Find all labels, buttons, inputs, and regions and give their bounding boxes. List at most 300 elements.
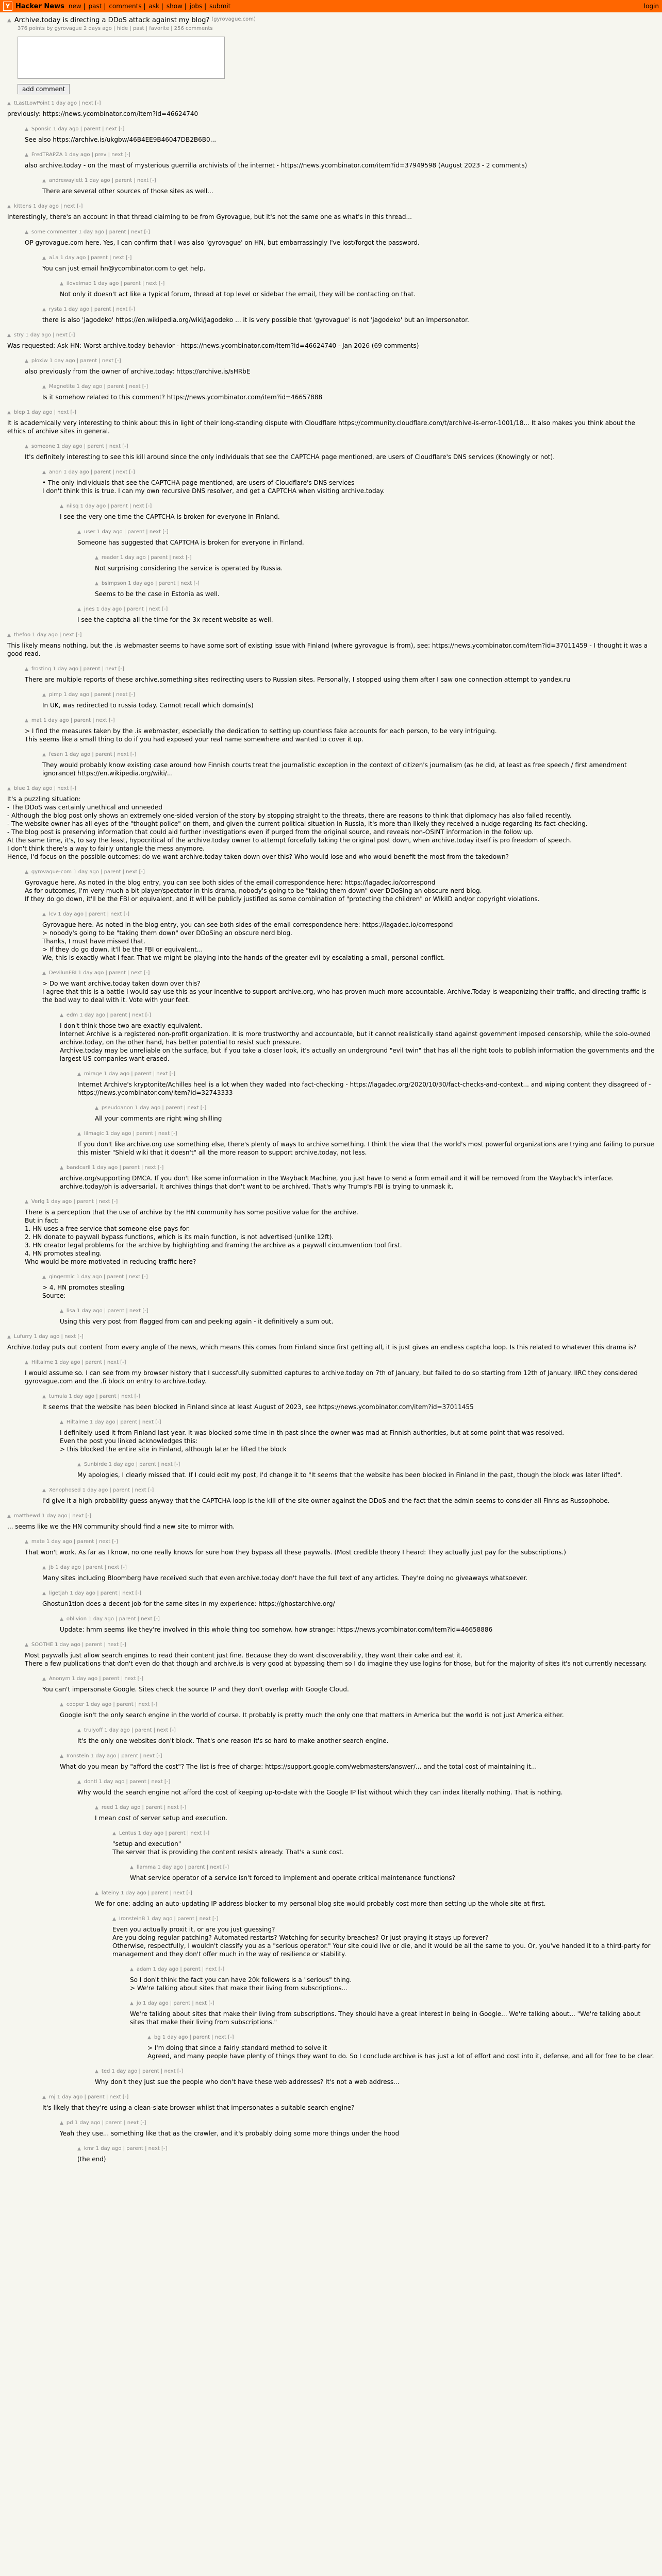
- comment-meta-text[interactable]: fesan 1 day ago | parent | next [-]: [48, 752, 137, 757]
- add-comment-button[interactable]: add comment: [18, 84, 70, 94]
- comment: [147, 2033, 655, 2060]
- comment-meta: [42, 691, 655, 699]
- upvote-arrow-icon[interactable]: ▲: [95, 1805, 98, 1810]
- comment-meta-text[interactable]: thefoo 1 day ago | next [-]: [13, 632, 82, 638]
- comment-body: Interestingly, there's an account in that thread claiming to be from Gyrovague, but it's not the same one as what's in this thread...: [7, 213, 412, 221]
- comment-meta-text[interactable]: lilmagic 1 day ago | parent | next [-]: [84, 1131, 177, 1137]
- comment: [60, 280, 655, 298]
- upvote-arrow-icon[interactable]: ▲: [130, 1865, 134, 1870]
- upvote-arrow-icon[interactable]: ▲: [60, 1309, 63, 1314]
- comment-body: This likely means nothing, but the .is webmaster seems to have some sort of existing issue with Finland (where gyrovague is from), see: https://news.ycombinator.com/item?id=37011459 - I thought it was a good read.: [7, 642, 650, 657]
- comment-body: Google isn't the only search engine in the world of course. It probably is pretty much the only one that matters in America but the world is not just America either.: [60, 1711, 564, 1719]
- comment-body: It is academically very interesting to think about this in light of their long-standing dispute with Cloudflare https://community.cloudflare.com/t/archive-is-error-1001/18... It also makes you think about the ethics of archive sites in general.: [7, 419, 637, 435]
- upvote-arrow-icon[interactable]: ▲: [25, 1539, 28, 1545]
- comment-meta-text[interactable]: dontl 1 day ago | parent | next [-]: [84, 1779, 171, 1785]
- upvote-arrow-icon[interactable]: ▲: [130, 2001, 134, 2006]
- comment-body: All your comments are right wing shilling: [95, 1115, 222, 1122]
- comment-meta: [7, 1333, 655, 1341]
- comment-meta: [25, 1538, 655, 1546]
- comment-meta-text[interactable]: Lufurry 1 day ago | next [-]: [13, 1334, 84, 1340]
- nav-link[interactable]: show |: [166, 2, 187, 10]
- comment: [42, 751, 655, 777]
- comment-meta: [95, 1104, 655, 1112]
- comment-body: It seems that the website has been blocked in Finland since at least August of 2023, see https://news.ycombinator.com/item?id=37011455: [42, 1403, 474, 1411]
- comment: [42, 1273, 655, 1300]
- comments: [0, 94, 662, 2163]
- upvote-arrow-icon[interactable]: ▲: [60, 1420, 63, 1425]
- comment-meta-text[interactable]: lisa 1 day ago | parent | next [-]: [66, 1308, 148, 1314]
- comment-meta: [25, 868, 655, 876]
- comment-meta-text[interactable]: Hiltalme 1 day ago | parent | next [-]: [31, 1360, 126, 1365]
- comment-meta: [25, 125, 655, 133]
- comment-body: Most paywalls just allow search engines to read their content just fine. Because they do want discoverability, they want their cake and eat it. There a few publications that don't even do that though and archive.is is very good at bypassing them so I do imagine they use logins for those, but for the majority of sites it's not currently necessary.: [25, 1652, 647, 1667]
- comment-meta: [42, 306, 655, 314]
- comment-meta-text[interactable]: ligetjah 1 day ago | parent | next [-]: [48, 1590, 142, 1596]
- story-title[interactable]: Archive.today is directing a DDoS attack against my blog?: [14, 16, 210, 24]
- comment: [42, 910, 655, 962]
- comment: [60, 1418, 655, 1453]
- y-logo-icon[interactable]: Y: [3, 2, 12, 11]
- comment: [95, 580, 655, 598]
- comment-body: Someone has suggested that CAPTCHA is broken for everyone in Finland.: [77, 539, 304, 546]
- comment: [7, 631, 655, 658]
- comment-meta-text[interactable]: tLastLowPoint 1 day ago | next [-]: [13, 100, 101, 106]
- upvote-arrow-icon[interactable]: ▲: [77, 2146, 81, 2151]
- nav-link[interactable]: jobs |: [189, 2, 207, 10]
- comment: [77, 1778, 655, 1797]
- upvote-arrow-icon[interactable]: ▲: [25, 1360, 28, 1365]
- upvote-arrow-icon[interactable]: ▲: [42, 1488, 46, 1493]
- upvote-arrow-icon[interactable]: ▲: [60, 1617, 63, 1622]
- comment-meta-text[interactable]: llamma 1 day ago | parent | next [-]: [136, 1865, 229, 1870]
- comment-body: • The only individuals that see the CAPTCHA page mentioned, are users of Cloudflare's DNS services I don't think this is true. I can my own recursive DNS resolver, and get a CAPTCHA when visiting archive.today.: [42, 479, 385, 495]
- upvote-arrow-icon[interactable]: ▲: [42, 1275, 46, 1280]
- comment-body: We for one: adding an auto-updating IP address blocker to my personal blog site would probably cost more than setting up the whole site at first.: [95, 1900, 546, 1907]
- upvote-arrow-icon[interactable]: ▲: [60, 2121, 63, 2126]
- comment-meta: [42, 1589, 655, 1598]
- comment-meta-text[interactable]: Anonym 1 day ago | parent | next [-]: [48, 1676, 144, 1682]
- comment: [25, 228, 655, 247]
- top-bar: [0, 0, 662, 12]
- upvote-arrow-icon[interactable]: ▲: [95, 555, 98, 561]
- comment: [60, 1307, 655, 1326]
- comment-meta-text[interactable]: ilovelmao 1 day ago | parent | next [-]: [66, 281, 165, 286]
- upvote-arrow-icon[interactable]: ▲: [42, 1394, 46, 1399]
- comment-body: > Do we want archive.today taken down over this? I agree that this is a battle I would say use this as your incentive to support archive.org, who has proven much more accountable. Archive.Today is weaponizing their traffic, and directing traffic is the bad way to deal with it. Vote with your feet.: [42, 980, 647, 1004]
- comment-meta-text[interactable]: reader 1 day ago | parent | next [-]: [101, 555, 192, 561]
- comment-meta: [42, 2093, 655, 2102]
- comment-meta: [60, 280, 655, 288]
- upvote-arrow-icon[interactable]: ▲: [77, 1072, 81, 1077]
- upvote-arrow-icon[interactable]: ▲: [42, 1676, 46, 1682]
- upvote-arrow-icon[interactable]: ▲: [112, 1831, 116, 1836]
- login-link[interactable]: login: [643, 3, 659, 10]
- upvote-arrow-icon[interactable]: ▲: [25, 152, 28, 158]
- comment-body: In UK, was redirected to russia today. Cannot recall which domain(s): [42, 702, 254, 709]
- comment-meta: [60, 1307, 655, 1315]
- comment-body: also archive.today - on the mast of mysterious guerrilla archivists of the internet - https://news.ycombinator.com/item?id=37949598 (August 2023 - 2 comments): [25, 162, 527, 169]
- upvote-arrow-icon[interactable]: ▲: [7, 101, 11, 106]
- comment: [25, 1538, 655, 1556]
- upvote-arrow-icon[interactable]: ▲: [42, 912, 46, 917]
- comment-meta: [42, 254, 655, 262]
- comment: [77, 1461, 655, 1479]
- comment-meta-text[interactable]: mate 1 day ago | parent | next [-]: [31, 1539, 118, 1545]
- comment-meta-text[interactable]: a1a 1 day ago | parent | next [-]: [48, 255, 132, 261]
- story-site[interactable]: (gyrovague.com): [211, 16, 256, 22]
- upvote-arrow-icon[interactable]: ▲: [42, 692, 46, 698]
- upvote-arrow-icon[interactable]: ▲: [25, 718, 28, 723]
- comment-meta: [42, 969, 655, 977]
- comment: [60, 502, 655, 521]
- upvote-arrow-icon[interactable]: ▲: [60, 1702, 63, 1707]
- comment-body: OP gyrovague.com here. Yes, I can confirm that I was also 'gyrovague' on HN, but embarrassingly I've lost/forgot the password.: [25, 239, 420, 246]
- comment-body: > I'm doing that since a fairly standard method to solve it Agreed, and many people have plenty of things they want to do. So I conclude archive is has just a lot of effort and cost into it, defense, and all for free to be clear.: [147, 2044, 654, 2060]
- comment-meta-text[interactable]: Sunbirde 1 day ago | parent | next [-]: [84, 1462, 180, 1467]
- upvote-arrow-icon[interactable]: ▲: [42, 470, 46, 475]
- comment: [42, 1675, 655, 1693]
- comment-meta-text[interactable]: Hiltalme 1 day ago | parent | next [-]: [66, 1419, 161, 1425]
- upvote-arrow-icon[interactable]: ▲: [77, 1728, 81, 1733]
- comment-meta: [112, 1915, 655, 1923]
- comment-body: "setup and execution" The server that is providing the content resists already. That's a sunk cost.: [112, 1840, 344, 1856]
- comment: [42, 1393, 655, 1411]
- comment-body: I'd give it a high-probability guess anyway that the CAPTCHA loop is the kill of the site owner against the DDoS and the fact that the admin seems to consider all Finns as Russophobe.: [42, 1497, 610, 1504]
- upvote-arrow-icon[interactable]: ▲: [60, 504, 63, 509]
- comment-body: Ghostun1tion does a decent job for the same sites in my experience: https://ghostarchive.org/: [42, 1600, 335, 1607]
- comment: [77, 1726, 655, 1745]
- upvote-arrow-icon[interactable]: ▲: [77, 1131, 81, 1137]
- upvote-arrow-icon[interactable]: ▲: [42, 752, 46, 757]
- comment-body: Update: hmm seems like they're involved in this whole thing too somehow. how strange: https://news.ycombinator.com/item?id=46658886: [60, 1626, 493, 1633]
- comment-meta-text[interactable]: frosting 1 day ago | parent | next [-]: [31, 666, 124, 672]
- comment: [130, 1999, 655, 2026]
- comment-body: Even you actually proxit it, or are you just guessing? Are you doing regular patching? Automated restarts? Watching for security breaches? Or just praying it stays up forever? Otherwise, respectfully, I wouldn't classify you as a "serious operator." Your site could live or die, and it would be all the same to you. Or, you've handed it to a third-party for management and they don't offer much in the way of resilience or stability.: [112, 1926, 651, 1958]
- nav: [69, 3, 234, 10]
- comment-meta-text[interactable]: Magnetite 1 day ago | parent | next [-]: [48, 384, 148, 389]
- comment-meta: [77, 1070, 655, 1078]
- comment: [7, 1512, 655, 1531]
- comment-meta-text[interactable]: gingermic 1 day ago | parent | next [-]: [48, 1274, 148, 1280]
- comment: [60, 1164, 655, 1191]
- upvote-arrow-icon[interactable]: ▲: [77, 1462, 81, 1467]
- comment: [7, 202, 655, 221]
- comment-meta-text[interactable]: reed 1 day ago | parent | next [-]: [101, 1805, 187, 1810]
- comment-meta-text[interactable]: Ironstein 1 day ago | parent | next [-]: [66, 1753, 162, 1759]
- comment-meta: [60, 1164, 655, 1172]
- comment-meta-text[interactable]: mj 1 day ago | parent | next [-]: [48, 2094, 129, 2100]
- story: [0, 12, 662, 94]
- upvote-arrow-icon[interactable]: ▲: [42, 1591, 46, 1596]
- comment: [42, 306, 655, 324]
- comment-meta-text[interactable]: trulyoff 1 day ago | parent | next [-]: [84, 1727, 176, 1733]
- upvote-arrow-icon[interactable]: ▲: [95, 1106, 98, 1111]
- comment-body: There are multiple reports of these archive.something sites redirecting users to Russian sites. Personally, I stopped using them after I saw one connection attempt to yandex.ru: [25, 676, 571, 683]
- comment-meta-text[interactable]: user 1 day ago | parent | next [-]: [84, 529, 169, 535]
- upvote-arrow-icon[interactable]: ▲: [147, 2035, 151, 2040]
- comment-meta-text[interactable]: nilsq 1 day ago | parent | next [-]: [66, 503, 152, 509]
- story-subtext: 376 points by gyrovague 2 days ago | hide | past | favorite | 256 comments: [18, 26, 213, 31]
- comment-body: You can't impersonate Google. Sites check the source IP and they don't overlap with Google Cloud.: [42, 1686, 349, 1693]
- comment-meta-text[interactable]: adam 1 day ago | parent | next [-]: [136, 1967, 225, 1972]
- comment-body: there is also 'jagodeko' https://en.wikipedia.org/wiki/Jagodeko ... it is very possible that 'gyrovague' is not 'jagodeko' but an impersonator.: [42, 316, 469, 324]
- comment-meta-text[interactable]: cooper 1 day ago | parent | next [-]: [66, 1702, 158, 1707]
- upvote-arrow-icon[interactable]: ▲: [77, 530, 81, 535]
- upvote-arrow-icon[interactable]: ▲: [25, 359, 28, 364]
- comment: [25, 868, 655, 903]
- nav-link[interactable]: new |: [68, 2, 86, 10]
- comment: [42, 177, 655, 195]
- comment-meta: [25, 1198, 655, 1206]
- upvote-arrow-icon[interactable]: ▲: [25, 1199, 28, 1205]
- comment: [25, 151, 655, 170]
- comment-meta: [95, 2067, 655, 2076]
- comment-meta-text[interactable]: blep 1 day ago | next [-]: [13, 410, 76, 415]
- comment-meta: [42, 751, 655, 759]
- upvote-arrow-icon[interactable]: ▲: [7, 204, 11, 209]
- comment: [77, 605, 655, 624]
- comment: [95, 2067, 655, 2086]
- upvote-arrow-icon[interactable]: ▲: [60, 1013, 63, 1018]
- comment-body: I mean cost of server setup and execution.: [95, 1815, 228, 1822]
- comment-textarea[interactable]: [18, 37, 225, 79]
- comment-body: I see the very one time the CAPTCHA is broken for everyone in Finland.: [60, 513, 280, 520]
- comment-body: I see the captcha all the time for the 3x recent website as well.: [77, 616, 273, 623]
- nav-link[interactable]: submit: [209, 2, 231, 10]
- comment: [60, 1701, 655, 1719]
- upvote-arrow-icon[interactable]: ▲: [42, 256, 46, 261]
- comment-meta: [7, 202, 655, 211]
- comment-body: I would assume so. I can see from my browser history that I successfully submitted captures to archive.today on 7th of January, but failed to do so starting from 12th of January. IIRC they considered gyrovague.com and the .fi block on entry to archive.today.: [25, 1369, 640, 1385]
- comment-meta: [60, 1701, 655, 1709]
- comment: [95, 554, 655, 572]
- comment-meta-text[interactable]: Sponsic 1 day ago | parent | next [-]: [31, 126, 125, 132]
- comment-meta-text[interactable]: Verlg 1 day ago | parent | next [-]: [31, 1199, 118, 1205]
- comment-meta-text[interactable]: kittens 1 day ago | next [-]: [13, 204, 83, 209]
- comment-body: previously: https://news.ycombinator.com/item?id=46624740: [7, 110, 198, 117]
- nav-link[interactable]: ask |: [148, 2, 163, 10]
- comment-meta: [77, 1778, 655, 1786]
- comment-meta-text[interactable]: some commenter 1 day ago | parent | next [-]: [31, 229, 150, 235]
- upvote-arrow-icon[interactable]: ▲: [42, 971, 46, 976]
- comment-meta-text[interactable]: pimp 1 day ago | parent | next [-]: [48, 692, 135, 698]
- comment-meta-text[interactable]: matthewd 1 day ago | next [-]: [13, 1513, 92, 1519]
- comment-body: Not surprising considering the service is operated by Russia.: [95, 565, 283, 572]
- comment: [42, 1564, 655, 1582]
- comment-meta: [77, 1461, 655, 1469]
- comment-body: Archive.today puts out content from every angle of the news, which means this comes from Finland since first getting all, it is just gives an endless captcha loop. Is this related to whatever this drama is?: [7, 1344, 637, 1351]
- upvote-arrow-icon[interactable]: ▲: [77, 1780, 81, 1785]
- comment-body: My apologies, I clearly missed that. If I could edit my post, I'd change it to "It seems that the website has been blocked in Finland in the past, though the block was later lifted".: [77, 1471, 622, 1479]
- upvote-arrow-icon[interactable]: ▲: [42, 1565, 46, 1570]
- comment: [112, 1829, 655, 1856]
- comment: [77, 1130, 655, 1157]
- comment-body: That won't work. As far as I know, no one really knows for sure how they bypass all these paywalls. (Most credible theory I heard: They actually just pay for the subscriptions.): [25, 1549, 566, 1556]
- comment-meta: [25, 665, 655, 673]
- comment-meta: [77, 2145, 655, 2153]
- comment-body: Was requested: Ask HN: Worst archive.today behavior - https://news.ycombinator.com/item?id=46624740 - Jan 2026 (69 comments): [7, 342, 419, 349]
- upvote-arrow-icon[interactable]: ▲: [42, 2095, 46, 2100]
- comment-meta: [95, 554, 655, 562]
- upvote-arrow-icon[interactable]: ▲: [7, 633, 11, 638]
- comment-meta: [130, 1999, 655, 2008]
- comment-meta-text[interactable]: FredTRAPZA 1 day ago | prev | next [-]: [31, 152, 130, 158]
- comment-body: Seems to be the case in Estonia as well.: [95, 590, 220, 598]
- upvote-arrow-icon[interactable]: ▲: [42, 178, 46, 183]
- comment-meta-text[interactable]: jb 1 day ago | parent | next [-]: [48, 1565, 127, 1570]
- comment: [7, 409, 655, 435]
- comment-meta-text[interactable]: pd 1 day ago | parent | next [-]: [66, 2120, 146, 2126]
- comment-meta: [42, 1393, 655, 1401]
- comment-meta-text[interactable]: jnes 1 day ago | parent | next [-]: [84, 606, 168, 612]
- comment-body: Using this very post from flagged from can and peeking again - it definitively a sum out.: [60, 1318, 334, 1325]
- comment-meta-text[interactable]: ploxiw 1 day ago | parent | next [-]: [31, 358, 121, 364]
- comment: [25, 717, 655, 743]
- comment-meta: [42, 1675, 655, 1683]
- comment-meta: [25, 357, 655, 365]
- brand[interactable]: Hacker News: [15, 2, 64, 10]
- comment-meta-text[interactable]: tumula 1 day ago | parent | next [-]: [48, 1394, 141, 1399]
- comment: [42, 254, 655, 273]
- comment: [7, 1333, 655, 1351]
- comment-meta-text[interactable]: stry 1 day ago | next [-]: [13, 332, 75, 338]
- comment-body: It's a puzzling situation: - The DDoS was certainly unethical and unneeded - Although the blog post only shows an extremely one-sided version of the story by stopping straight to the threats, there are reasons to think that diplomacy has also failed recently. - The website owner has all eyes of the "thought police" on them, and given the current political situation in Russia, it's more than likely they received a nudge regarding its fact-checking. - The blog post is preserving information that could aid further investigations even if purged from the original source, and reveals non-OSINT information in the follow up. At the same time, it's, to say the least, hypocritical of the archive.today owner to attempt forcefully taking the original post down, when archive.today itself is pro freedom of speech. I don't think there's a way to fairly untangle the mess anymore. Hence, I'd focus on the possible outcomes: do we want archive.today taken down over this? Who would lose and who would benefit the most from the takedown?: [7, 795, 588, 860]
- comment-body: So I don't think the fact you can have 20k followers is a "serious" thing. > We're talking about sites that make their living from subscriptions...: [130, 1976, 352, 1992]
- comment-meta: [42, 177, 655, 185]
- upvote-arrow-icon[interactable]: ▲: [95, 2069, 98, 2074]
- comment-meta-text[interactable]: DevilunFBI 1 day ago | parent | next [-]: [48, 970, 150, 976]
- comment-meta: [42, 468, 655, 477]
- comment-meta-text[interactable]: mirage 1 day ago | parent | next [-]: [84, 1071, 176, 1077]
- comment: [130, 1863, 655, 1882]
- comment-meta: [77, 528, 655, 536]
- comment: [25, 443, 655, 461]
- comment-meta-text[interactable]: andrewaylett 1 day ago | parent | next [-]: [48, 178, 156, 183]
- comment: [25, 665, 655, 684]
- comment-meta-text[interactable]: IronsteinB 1 day ago | parent | next [-]: [119, 1916, 219, 1922]
- upvote-arrow-icon[interactable]: ▲: [60, 1754, 63, 1759]
- upvote-arrow-icon[interactable]: ▲: [130, 1967, 134, 1972]
- comment-body: Why don't they just sue the people who don't have these web addresses? It's not a web address...: [95, 2078, 400, 2086]
- comment-meta-text[interactable]: lcv 1 day ago | parent | next [-]: [48, 911, 129, 917]
- comment-meta: [130, 1863, 655, 1872]
- comment: [95, 1104, 655, 1123]
- comment-meta-text[interactable]: bsimpson 1 day ago | parent | next [-]: [101, 581, 200, 586]
- comment: [42, 969, 655, 1004]
- comment-meta: [77, 1130, 655, 1138]
- comment: [60, 1615, 655, 1634]
- upvote-arrow-icon[interactable]: ▲: [7, 18, 11, 23]
- comment-meta-text[interactable]: lateiny 1 day ago | parent | next [-]: [101, 1890, 192, 1896]
- upvote-arrow-icon[interactable]: ▲: [42, 307, 46, 312]
- comment: [95, 1804, 655, 1822]
- upvote-arrow-icon[interactable]: ▲: [7, 333, 11, 338]
- comment-body: See also https://archive.is/ukgbw/46B4EE9B46047DB2B6B0...: [25, 136, 217, 143]
- comment-meta-text[interactable]: pseudoanon 1 day ago | parent | next [-]: [101, 1105, 207, 1111]
- upvote-arrow-icon[interactable]: ▲: [77, 607, 81, 612]
- comment: [77, 2145, 655, 2163]
- comment-meta-text[interactable]: jo 1 day ago | parent | next [-]: [136, 2001, 214, 2006]
- comment-meta: [60, 1615, 655, 1623]
- comment-meta-text[interactable]: bg 1 day ago | parent | next [-]: [154, 2035, 234, 2040]
- upvote-arrow-icon[interactable]: ▲: [25, 870, 28, 875]
- upvote-arrow-icon[interactable]: ▲: [25, 1642, 28, 1648]
- comment-meta-text[interactable]: kmr 1 day ago | parent | next [-]: [84, 2146, 168, 2151]
- upvote-arrow-icon[interactable]: ▲: [25, 444, 28, 449]
- comment-meta-text[interactable]: ted 1 day ago | parent | next [-]: [101, 2069, 184, 2074]
- comment-meta-text[interactable]: blue 1 day ago | next [-]: [13, 786, 76, 791]
- nav-link[interactable]: past |: [88, 2, 106, 10]
- comment-body: Gyrovague here. As noted in the blog entry, you can see both sides of the email correspondence here: https://lagadec.io/correspond As for outcomes, I'm very much a bit player/spectator in this drama, nobody's going to be "taking them down" over DDoSing an obscure nerd blog. If they do go down, it'll be the FBI or equivalent, and it will be publicly justified as some combination of "protecting the children" or WikiID and/or copyright violations.: [25, 879, 540, 903]
- comment-meta-text[interactable]: someone 1 day ago | parent | next [-]: [31, 444, 128, 449]
- comment-meta: [95, 580, 655, 588]
- upvote-arrow-icon[interactable]: ▲: [95, 581, 98, 586]
- comment: [130, 1965, 655, 1992]
- comment-body: Many sites including Bloomberg have received such that even archive.today don't have the full text of any articles. They're doing no giveaways whatsoever.: [42, 1574, 528, 1582]
- upvote-arrow-icon[interactable]: ▲: [42, 384, 46, 389]
- comment-meta: [77, 605, 655, 614]
- comment-body: > I find the measures taken by the .is webmaster, especially the dedication to setting up countless fake accounts for each person, to be very intriguing. This seems like a small thing to do if you had exposed your real name somewhere and wanted to cover it up.: [25, 727, 497, 743]
- comment: [25, 1641, 655, 1668]
- comment-meta-text[interactable]: rysta 1 day ago | parent | next [-]: [48, 307, 136, 312]
- upvote-arrow-icon[interactable]: ▲: [60, 281, 63, 286]
- comment-meta-text[interactable]: SOOTHE 1 day ago | parent | next [-]: [31, 1642, 126, 1648]
- comment: [42, 2093, 655, 2112]
- comment: [77, 528, 655, 547]
- comment-meta: [7, 631, 655, 639]
- comment-meta-text[interactable]: Xenophosed 1 day ago | parent | next [-]: [48, 1487, 154, 1493]
- upvote-arrow-icon[interactable]: ▲: [25, 667, 28, 672]
- comment-meta-text[interactable]: edm 1 day ago | parent | next [-]: [66, 1012, 152, 1018]
- comment-meta: [60, 2119, 655, 2127]
- comment-meta: [112, 1829, 655, 1838]
- comment-body: What do you mean by "afford the cost"? The list is free of charge: https://support.google.com/webmasters/answer/... and the total cost of maintaining it...: [60, 1763, 537, 1770]
- upvote-arrow-icon[interactable]: ▲: [25, 127, 28, 132]
- upvote-arrow-icon[interactable]: ▲: [7, 1334, 11, 1340]
- comment-meta: [42, 1486, 655, 1495]
- comment-meta: [42, 383, 655, 391]
- comment: [112, 1915, 655, 1958]
- comment-meta-text[interactable]: gyrovague-com 1 day ago | parent | next [-]: [31, 869, 145, 875]
- upvote-arrow-icon[interactable]: ▲: [7, 1514, 11, 1519]
- comment-meta-text[interactable]: anon 1 day ago | parent | next [-]: [48, 469, 135, 475]
- upvote-arrow-icon[interactable]: ▲: [7, 410, 11, 415]
- comment-body: Internet Archive's kryptonite/Achilles heel is a lot when they waded into fact-checking - https://lagadec.org/2020/10/30/fact-checks-and-context... and wiping content they disagreed of - https://news.ycombinator.com/item?id=32743333: [77, 1081, 653, 1096]
- title-row: [7, 16, 655, 24]
- comment-meta-text[interactable]: Lentus 1 day ago | parent | next [-]: [119, 1831, 210, 1836]
- comment-body: You can just email hn@ycombinator.com to get help.: [42, 265, 206, 272]
- upvote-arrow-icon[interactable]: ▲: [25, 230, 28, 235]
- comment-body: (the end): [77, 2156, 106, 2163]
- comment: [77, 1070, 655, 1097]
- comment-meta-text[interactable]: oblivion 1 day ago | parent | next [-]: [66, 1616, 160, 1622]
- comment-meta-text[interactable]: bandcarll 1 day ago | parent | next [-]: [66, 1165, 164, 1171]
- comment-body: I definitely used it from Finland last year. It was blocked some time in th past since the owner was mad at Finnish authorities, but at some point that was resolved. Even the post you linked acknowledges this: > this blocked the entire site in Finland, although later he lifted the block: [60, 1429, 565, 1453]
- comment-meta: [147, 2033, 655, 2042]
- comment-meta: [95, 1804, 655, 1812]
- upvote-arrow-icon[interactable]: ▲: [7, 786, 11, 791]
- nav-link[interactable]: comments |: [109, 2, 146, 10]
- comment-meta: [25, 1641, 655, 1649]
- comment-meta-text[interactable]: mat 1 day ago | parent | next [-]: [31, 718, 115, 723]
- comment-meta: [77, 1726, 655, 1735]
- comment-body: It's definitely interesting to see this kill around since the only individuals that see the CAPTCHA page mentioned, are users of Cloudflare's DNS services (Knowingly or not).: [25, 453, 555, 461]
- upvote-arrow-icon[interactable]: ▲: [60, 1165, 63, 1171]
- upvote-arrow-icon[interactable]: ▲: [112, 1917, 116, 1922]
- upvote-arrow-icon[interactable]: ▲: [95, 1891, 98, 1896]
- comment: [42, 691, 655, 709]
- comment-body: > 4. HN promotes stealing Source:: [42, 1284, 125, 1299]
